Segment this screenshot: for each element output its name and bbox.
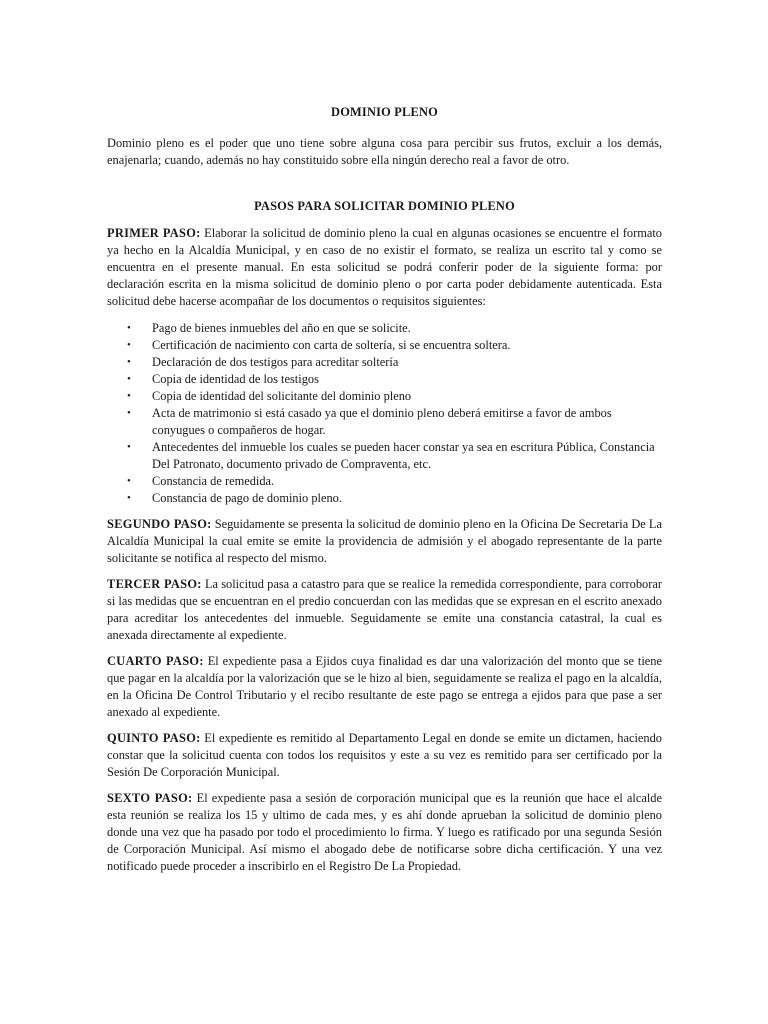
bullet-icon: • [127, 492, 131, 504]
list-item [107, 490, 662, 507]
intro-paragraph: Dominio pleno es el poder que uno tiene sobre alguna cosa para percibir sus frutos, excluir a los demás, enajenarla; cuando, además no hay constituido sobre ella ningún derecho real a favor de otro. [107, 136, 662, 167]
step-paragraph-6 [107, 790, 662, 875]
list-item-text: Antecedentes del inmueble los cuales se pueden hacer constar ya sea en escritura Pública, Constancia Del Patronato, documento privado de Compraventa, etc. [152, 440, 655, 471]
section-title: PASOS PARA SOLICITAR DOMINIO PLENO [254, 199, 515, 213]
list-item [107, 439, 662, 473]
list-item [107, 354, 662, 371]
step-label: SEXTO PASO: [107, 791, 193, 805]
list-item-text: Pago de bienes inmuebles del año en que se solicite. [152, 321, 411, 335]
bullet-icon: • [127, 322, 131, 334]
bullet-icon: • [127, 407, 131, 419]
step-paragraph-4 [107, 653, 662, 721]
step-label: TERCER PASO: [107, 577, 202, 591]
step-text: El expediente pasa a Ejidos cuya finalidad es dar una valorización del monto que se tiene que pagar en la alcaldía por la valorización que se le hizo al bien, seguidamente se realiza el pago en la alcaldía, en la Oficina De Control Tributario y el recibo resultante de este pago se entrega a ejidos para que pase a ser anexado al expediente. [107, 654, 662, 719]
list-item-text: Declaración de dos testigos para acreditar soltería [152, 355, 399, 369]
step-paragraph-2 [107, 516, 662, 567]
step-text: La solicitud pasa a catastro para que se realice la remedida correspondiente, para corroborar si las medidas que se encuentran en el predio concuerdan con las medidas que se expresan en el escrito anexado para acreditar los antecedentes del inmueble. Seguidamente se emite una constancia catastral, la cual es anexada directamente al expediente. [107, 577, 662, 642]
list-item [107, 388, 662, 405]
step-paragraph-3 [107, 576, 662, 644]
document-page [107, 104, 662, 875]
step-label: SEGUNDO PASO: [107, 517, 212, 531]
bullet-icon: • [127, 475, 131, 487]
bullet-icon: • [127, 373, 131, 385]
step-paragraph-1 [107, 225, 662, 310]
list-item [107, 337, 662, 354]
list-item-text: Copia de identidad del solicitante del dominio pleno [152, 389, 412, 403]
list-item-text: Constancia de pago de dominio pleno. [152, 491, 342, 505]
list-item [107, 405, 662, 439]
bullet-icon: • [127, 339, 131, 351]
step-label: CUARTO PASO: [107, 654, 204, 668]
step-text: El expediente es remitido al Departamento Legal en donde se emite un dictamen, haciendo constar que la solicitud cuenta con todos los requisitos y este a su vez es remitido para ser certificado por la Sesión De Corporación Municipal. [107, 731, 662, 779]
document-title: DOMINIO PLENO [331, 105, 438, 119]
list-item-text: Constancia de remedida. [152, 474, 275, 488]
step-text: Seguidamente se presenta la solicitud de dominio pleno en la Oficina De Secretaria De La Alcaldía Municipal la cual emite se emite la providencia de admisión y el abogado representante de la parte solicitante se notifica al respecto del mismo. [107, 517, 662, 565]
list-item [107, 473, 662, 490]
requirements-list [107, 320, 662, 507]
list-item-text: Certificación de nacimiento con carta de soltería, si se encuentra soltera. [152, 338, 511, 352]
bullet-icon: • [127, 356, 131, 368]
list-item-text: Copia de identidad de los testigos [152, 372, 319, 386]
step-label: PRIMER PASO: [107, 226, 201, 240]
list-item-text: Acta de matrimonio si está casado ya que el dominio pleno deberá emitirse a favor de ambos conyugues o compañeros de hogar. [152, 406, 612, 437]
list-item [107, 371, 662, 388]
step-text: El expediente pasa a sesión de corporación municipal que es la reunión que hace el alcalde esta reunión se realiza los 15 y ultimo de cada mes, y es ahí donde aprueban la solicitud de dominio pleno donde una vez que ha pasado por todo el procedimiento lo firma. Y luego es ratificado por una segunda Sesión de Corporación Municipal. Así mismo el abogado debe de notificarse sobre dicha certificación. Y una vez notificado puede proceder a inscribirlo en el Registro De La Propiedad. [107, 791, 662, 873]
bullet-icon: • [127, 390, 131, 402]
step-text: Elaborar la solicitud de dominio pleno la cual en algunas ocasiones se encuentre el formato ya hecho en la Alcaldía Municipal, y en caso de no existir el formato, se realiza un escrito tal y como se encuentra en el presente manual. En esta solicitud se podrá conferir poder de la siguiente forma: por declaración escrita en la misma solicitud de dominio pleno o por carta poder debidamente autenticada. Esta solicitud debe hacerse acompañar de los documentos o requisitos siguientes: [107, 226, 662, 308]
list-item [107, 320, 662, 337]
step-label: QUINTO PASO: [107, 731, 201, 745]
bullet-icon: • [127, 441, 131, 453]
step-paragraph-5 [107, 730, 662, 781]
